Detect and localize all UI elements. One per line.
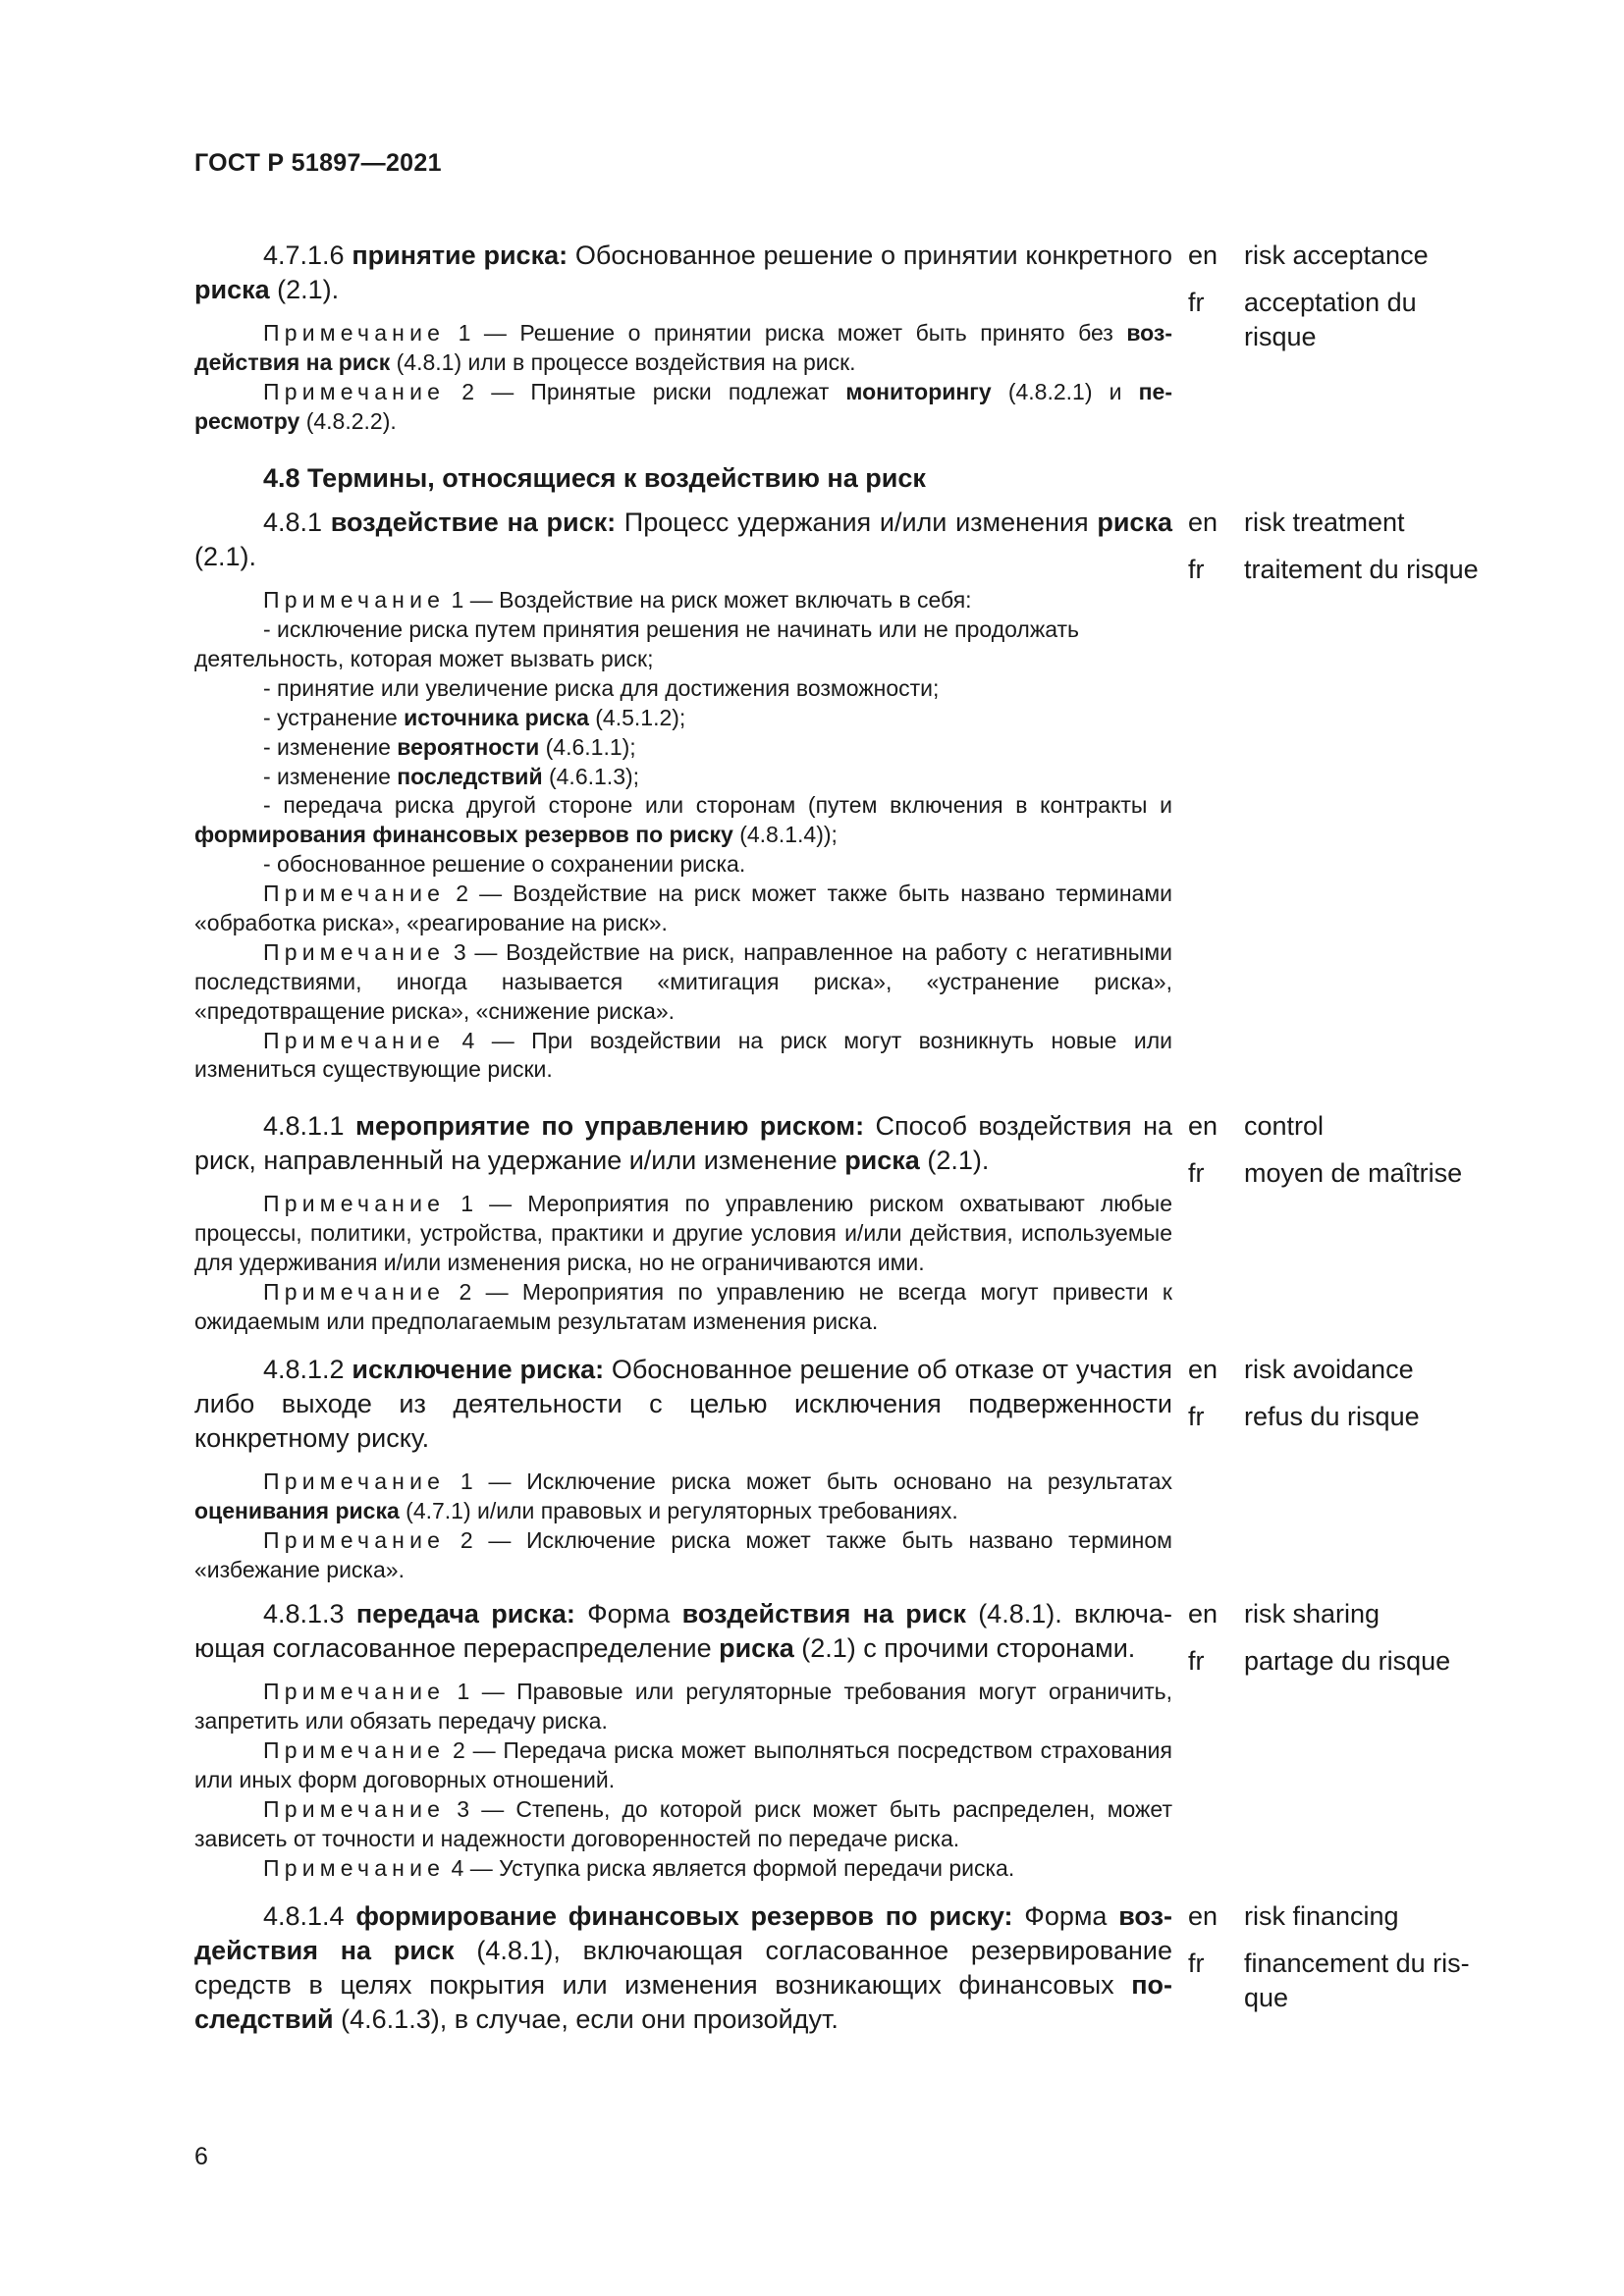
term-title: принятие риска: xyxy=(352,240,568,270)
equivalents-list xyxy=(1188,1597,1483,1691)
french-equivalent: financement du risque xyxy=(1244,1949,1470,2013)
term-definition: 4.8.1.1 мероприятие по управлению риском: Способ воздействия на риск, направленный на удержание и/или изменение риска (2.1). xyxy=(194,1111,1172,1176)
note: Примечание 4 — При воздействии на риск могут возникнуть новые или измениться существующие риски. xyxy=(194,1027,1172,1083)
lang-code-fr: fr xyxy=(1188,1646,1205,1677)
term-number: 4.8.1 xyxy=(263,507,323,537)
term-definition: 4.8.1.3 передача риска: Форма воздействия на риск (4.8.1). включающая согласованное перераспределение риска (2.1) с прочими сторонами. xyxy=(194,1599,1172,1664)
note: Примечание 2 — Мероприятия по управлению не всегда могут привести к ожидаемым или предполагаемым результатам изменения риска. xyxy=(194,1278,1172,1334)
note: Примечание 1 — Исключение риска может быть основано на результатах оценивания риска (4.7.1) и/или правовых и регуляторных требованиях. xyxy=(194,1468,1172,1524)
lang-code-fr: fr xyxy=(1188,288,1205,318)
note: Примечание 2 — Исключение риска может также быть названо термином «избежание риска». xyxy=(194,1527,1172,1582)
term-entry-4-8-1-1 xyxy=(194,1109,1510,1337)
english-equivalent: risk financing xyxy=(1244,1901,1399,1931)
note: Примечание 3 — Воздействие на риск, направленное на работу с негативными последствиями, иногда называется «митигация риска», «устранение риска», «предотвращение риска», «снижение риска». xyxy=(194,938,1172,1024)
lang-code-fr: fr xyxy=(1188,1949,1205,1979)
page-number: 6 xyxy=(194,2143,208,2170)
term-reference: риска xyxy=(719,1633,794,1664)
term-reference: риска xyxy=(844,1146,920,1176)
list-item: - исключение риска путем принятия решения не начинать или не продолжать деятельность, которая может вызвать риск; xyxy=(194,616,1080,671)
french-equivalent: moyen de maîtrise xyxy=(1244,1158,1463,1189)
english-equivalent: risk avoidance xyxy=(1244,1355,1414,1384)
term-notes xyxy=(194,319,1172,437)
equivalents-list xyxy=(1188,506,1483,600)
list-item: - передача риска другой стороне или сторонам (путем включения в контракты и формирования финансовых резервов по риску (4.8.1.4)); xyxy=(194,792,1172,848)
list-item: - обоснованное решение о сохранении риска. xyxy=(263,851,746,878)
term-number: 4.8.1.2 xyxy=(263,1355,345,1384)
list-item: - принятие или увеличение риска для достижения возможности; xyxy=(263,674,940,701)
lang-code-fr: fr xyxy=(1188,1402,1205,1432)
term-notes xyxy=(194,1678,1172,1883)
note: Примечание 2 — Воздействие на риск может также быть названо терминами «обработка риска», «реагирование на риск». xyxy=(194,881,1173,935)
lang-code-en: en xyxy=(1188,240,1218,270)
term-number: 4.8.1.1 xyxy=(263,1111,345,1141)
term-title: воздействие на риск: xyxy=(330,507,617,537)
page-header: ГОСТ Р 51897—2021 xyxy=(194,149,442,177)
note: Примечание 1 — Воздействие на риск может включать в себя: xyxy=(263,587,972,614)
list-item: - изменение последствий (4.6.1.3); xyxy=(263,763,640,789)
english-equivalent: risk treatment xyxy=(1244,507,1405,537)
lang-code-en: en xyxy=(1188,1355,1218,1384)
french-equivalent: traitement du risque xyxy=(1244,555,1479,585)
note: Примечание 2 — Принятые риски подлежат мониторингу (4.8.2.1) и пересмотру (4.8.2.2). xyxy=(194,378,1172,434)
lang-code-en: en xyxy=(1188,1901,1218,1931)
term-definition: 4.7.1.6 принятие риска: Обоснованное решение о принятии конкретного риска (2.1). xyxy=(194,240,1172,305)
term-entry-4-8-1-2 xyxy=(194,1353,1510,1585)
term-reference: риска xyxy=(194,275,270,305)
note: Примечание 1 — Мероприятия по управлению риском охватывают любые процессы, политики, устройства, практики и другие условия и/или действия, используемые для удерживания и/или изменения риска, но не ограничиваются ими. xyxy=(194,1191,1172,1275)
term-definition: 4.8.1.4 формирование финансовых резервов по риску: Форма воздействия на риск (4.8.1), включающая согласованное резервирование средств в целях покрытия или изменения возникающих финансовых последствий (4.6.1.3), в случае, если они произойдут. xyxy=(194,1901,1172,2035)
term-notes xyxy=(194,1468,1172,1585)
term-entry-4-8-1-4 xyxy=(194,1899,1510,2037)
term-notes xyxy=(194,586,1172,1085)
note: Примечание 4 — Уступка риска является формой передачи риска. xyxy=(263,1854,1015,1881)
note: Примечание 1 — Решение о принятии риска может быть принято без воздействия на риск (4.8.1) или в процессе воздействия на риск. xyxy=(194,320,1172,376)
english-equivalent: risk sharing xyxy=(1244,1599,1380,1629)
lang-code-en: en xyxy=(1188,1599,1218,1629)
lang-code-fr: fr xyxy=(1188,1158,1205,1189)
lang-code-fr: fr xyxy=(1188,555,1205,585)
term-entry-4-8-1 xyxy=(194,506,1510,1085)
section-heading: 4.8 Термины, относящиеся к воздействию на риск xyxy=(263,463,926,493)
lang-code-en: en xyxy=(1188,1111,1218,1141)
equivalents-list xyxy=(1188,1109,1483,1203)
term-definition: 4.8.1.2 исключение риска: Обоснованное решение об отказе от участия либо выходе из деятельности с целью исключения подверженности конкретному риску. xyxy=(194,1355,1172,1454)
term-number: 4.7.1.6 xyxy=(263,240,345,270)
list-item: - изменение вероятности (4.6.1.1); xyxy=(263,733,636,760)
french-equivalent: partage du risque xyxy=(1244,1646,1451,1677)
note: Примечание 3 — Степень, до которой риск может быть распределен, может зависеть от точности и надежности договоренностей по передаче риска. xyxy=(194,1795,1172,1851)
lang-code-en: en xyxy=(1188,507,1218,537)
term-title: исключение риска: xyxy=(352,1355,605,1384)
term-reference: риска xyxy=(1097,507,1172,537)
equivalents-list xyxy=(1188,239,1483,367)
term-title: формирование финансовых резервов по риску: xyxy=(355,1901,1013,1931)
english-equivalent: control xyxy=(1244,1111,1325,1141)
term-reference: воздействия на риск xyxy=(194,1901,1172,1966)
french-equivalent: acceptation du risque xyxy=(1244,288,1417,352)
term-entry-4-7-1-6 xyxy=(194,239,1510,437)
term-definition: 4.8.1 воздействие на риск: Процесс удержания и/или изменения риска (2.1). xyxy=(194,507,1172,572)
term-title: передача риска: xyxy=(355,1599,575,1629)
french-equivalent: refus du risque xyxy=(1244,1402,1420,1432)
list-item: - устранение источника риска (4.5.1.2); xyxy=(263,704,686,730)
term-title: мероприятие по управлению риском: xyxy=(354,1111,865,1141)
term-reference: воздействия на риск xyxy=(681,1599,966,1629)
term-number: 4.8.1.4 xyxy=(263,1901,345,1931)
equivalents-list xyxy=(1188,1353,1483,1447)
term-reference: последствий xyxy=(194,1970,1172,2035)
note: Примечание 1 — Правовые или регуляторные требования могут ограничить, запретить или обязать передачу риска. xyxy=(194,1679,1173,1735)
term-number: 4.8.1.3 xyxy=(263,1599,345,1629)
equivalents-list xyxy=(1188,1899,1483,2028)
term-notes xyxy=(194,1190,1172,1336)
note: Примечание 2 — Передача риска может выполняться посредством страхования или иных форм договорных отношений. xyxy=(194,1736,1172,1792)
term-entry-4-8-1-3 xyxy=(194,1597,1510,1883)
english-equivalent: risk acceptance xyxy=(1244,240,1429,270)
